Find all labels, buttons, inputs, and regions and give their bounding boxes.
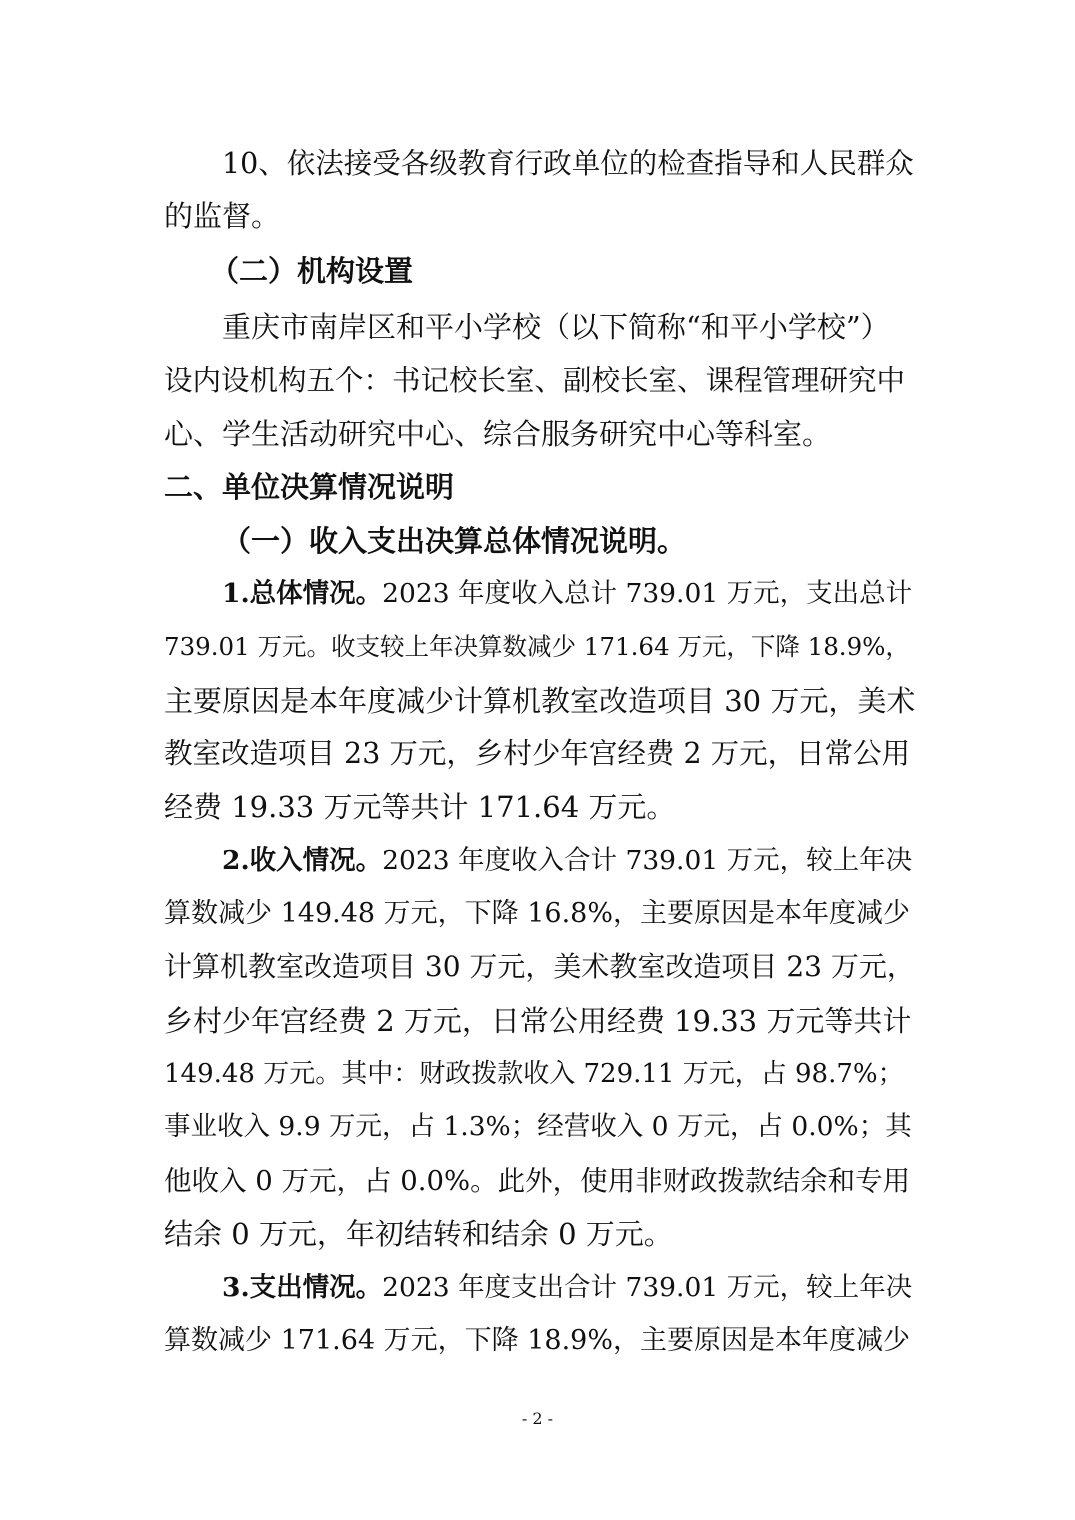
body-line: 心、学生活动研究中心、综合服务研究中心等科室。 (164, 417, 832, 451)
body-line: 重庆市南岸区和平小学校（以下简称“和平小学校”） (222, 310, 890, 344)
paragraph-lead: 2.收入情况。 (222, 845, 383, 876)
body-line: 算数减少 171.64 万元，下降 18.9%，主要原因是本年度减少 (164, 1325, 910, 1356)
paragraph-text: 2023 年度支出合计 739.01 万元，较上年决 (382, 1272, 913, 1303)
body-line (222, 1268, 912, 1308)
body-line: 乡村少年宫经费 2 万元，日常公用经费 19.33 万元等共计 (164, 1004, 912, 1038)
body-line: 149.48 万元。其中：财政拨款收入 729.11 万元，占 98.7%； (164, 1059, 904, 1089)
section-heading: （一）收入支出决算总体情况说明。 (222, 524, 687, 558)
paragraph-lead: 1.总体情况。 (222, 578, 383, 609)
body-line: 的监督。 (164, 199, 281, 233)
body-line: 算数减少 149.48 万元，下降 16.8%，主要原因是本年度减少 (164, 898, 910, 929)
body-line: 经费 19.33 万元等共计 171.64 万元。 (164, 790, 676, 824)
body-line: 计算机教室改造项目 30 万元，美术教室改造项目 23 万元， (164, 950, 915, 983)
body-line: 事业收入 9.9 万元，占 1.3%；经营收入 0 万元，占 0.0%；其 (164, 1111, 912, 1142)
body-line: 他收入 0 万元，占 0.0%。此外，使用非财政拨款结余和专用 (164, 1165, 911, 1197)
page-number: - 2 - (521, 1409, 554, 1428)
paragraph-text: 2023 年度收入总计 739.01 万元，支出总计 (382, 578, 913, 609)
body-line: 739.01 万元。收支较上年决算数减少 171.64 万元，下降 18.9%， (164, 632, 910, 661)
body-line: 教室改造项目 23 万元，乡村少年宫经费 2 万元，日常公用 (164, 737, 911, 770)
body-line: 10、依法接受各级教育行政单位的检查指导和人民群众 (222, 147, 914, 180)
section-heading: （二）机构设置 (210, 254, 414, 288)
paragraph-text: 2023 年度收入合计 739.01 万元，较上年决 (382, 845, 913, 876)
body-line (222, 841, 912, 881)
body-line: 主要原因是本年度减少计算机教室改造项目 30 万元，美术 (164, 684, 916, 718)
body-line: 结余 0 万元，年初结转和结余 0 万元。 (164, 1217, 673, 1251)
body-line: 设内设机构五个：书记校长室、副校长室、课程管理研究中 (164, 364, 906, 397)
chapter-heading: 二、单位决算情况说明 (164, 470, 455, 504)
paragraph-lead: 3.支出情况。 (222, 1272, 383, 1303)
body-line (222, 574, 912, 614)
